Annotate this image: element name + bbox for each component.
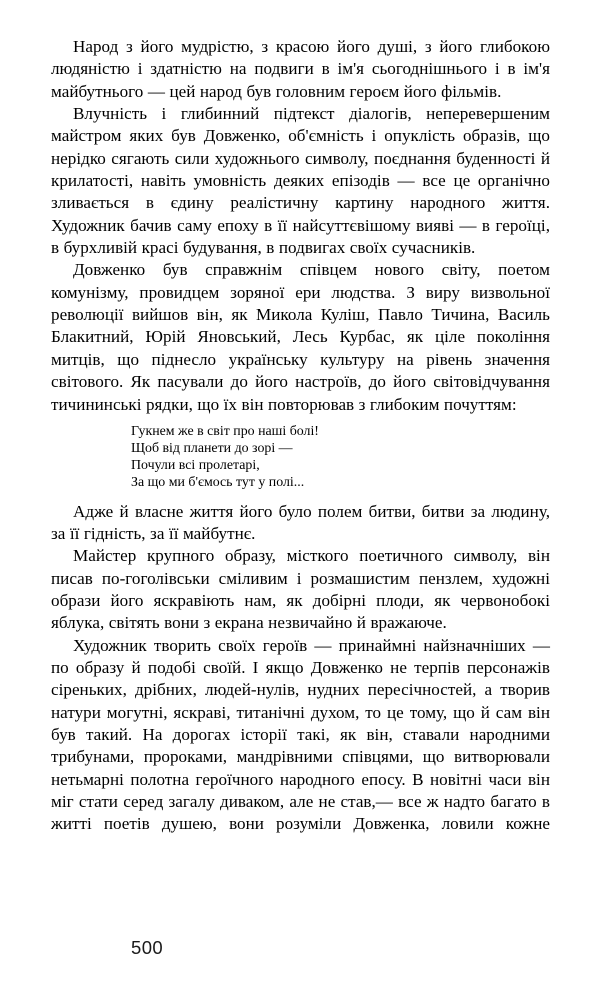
page-number: 500 xyxy=(131,937,164,958)
paragraph: Народ з його мудрістю, з красою його душі, з його глибокою людяністю і здатністю на подвиги в ім'я сьогоднішнього і в ім'я майбутнього — цей народ був головним героєм його фільмів. xyxy=(51,37,550,101)
paragraph: Художник творить своїх героїв — принаймні найзначніших — по образу й подобі своїй. І якщо Довженко не терпів персонажів сіреньких, дрібних, людей-нулів, нудних пересічностей, а творив натури могутні, яскраві, титанічні духом, то це тому, що й сам він був такий. На дорогах історії такі, як він, ставали народними трибунами, пророками, мандрівними співцями, що витворювали нетьмарні полотна героїчного народного епосу. В новітні часи він міг стати серед загалу диваком, але не став,— все ж надто багато в житті поетів душею, вони розуміли Довженка, ловили кожне xyxy=(51,635,550,834)
paragraph: Довженко був справжнім співцем нового світу, поетом комунізму, провидцем зоряної ери людства. З виру визвольної революції вийшов він, як Микола Куліш, Павло Тичина, Василь Блакитний, Юрій Яновський, Лесь Курбас, як ціле покоління митців, що піднесло українську культуру на рівень значення світового. Як пасували до його настроїв, до його світовідчування тичининські рядки, що їх він повторював з глибоким почуттям: xyxy=(51,260,550,414)
verse-line: За що ми б'ємось тут у полі... xyxy=(131,475,305,491)
paragraph: Адже й власне життя його було полем битви, битви за людину, за її гідність, за її майбутнє. xyxy=(51,501,550,543)
paragraph: Влучність і глибинний підтекст діалогів, неперевершеним майстром яких був Довженко, об'ємність і опуклість образів, що нерідко сягають сили художнього символу, поєднання буденності й крилатості, навіть умовність деяких епізодів — все це органічно зливається в єдину реалістичну картину народного життя. Художник бачив саму епоху в її найсуттєвішому вияві — в героїці, в бурхливій красі будування, в подвигах своїх сучасників. xyxy=(51,104,550,258)
verse-quotation xyxy=(51,416,550,501)
text-column xyxy=(51,36,550,836)
verse-line: Почули всі пролетарі, xyxy=(131,458,260,474)
paragraph: Майстер крупного образу, місткого поетичного символу, він писав по-гоголівськи сміливим і розмашистим пензлем, художні образи його яскравіють нам, як добірні плоди, як червонобокі яблука, світять вони з екрана незвичайно й вражаюче. xyxy=(51,546,550,633)
verse-line: Гукнем же в світ про наші болі! xyxy=(131,423,319,439)
verse-line: Щоб від планети до зорі — xyxy=(131,441,293,457)
